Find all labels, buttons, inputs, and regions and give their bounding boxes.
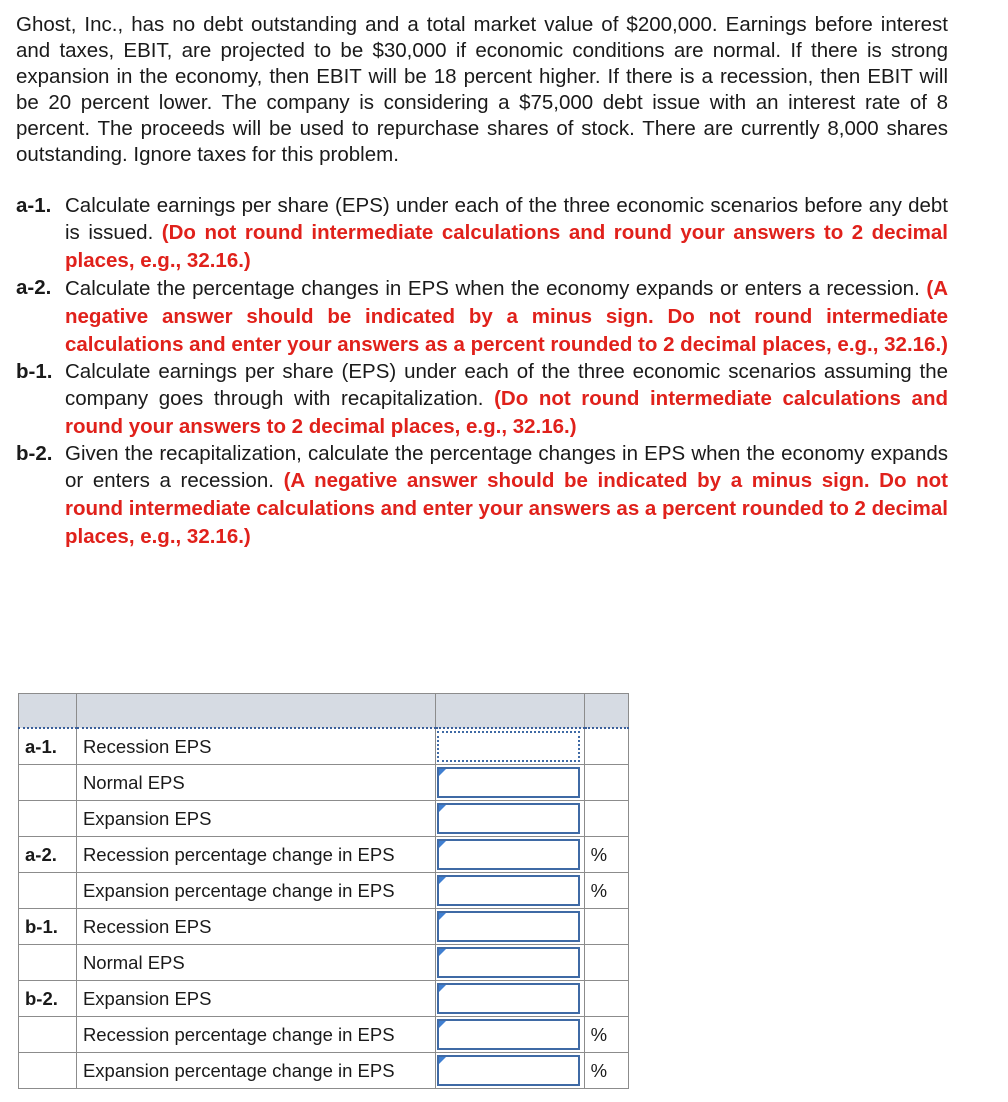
row-part-label: a-2. [19,837,77,873]
question-label: a-1. [16,194,52,217]
row-unit [584,801,628,837]
question-label: b-1. [16,360,53,383]
question-a2 [16,275,948,359]
table-row [19,837,629,873]
row-unit: % [584,1017,628,1053]
answer-input[interactable] [439,1021,578,1048]
row-part-label: b-1. [19,909,77,945]
answer-input[interactable] [439,769,578,796]
answer-input[interactable] [439,985,578,1012]
table-row [19,801,629,837]
row-part-label [19,873,77,909]
row-part-label [19,1053,77,1089]
row-label: Recession percentage change in EPS [76,1017,435,1053]
answer-table [18,693,629,1089]
problem-intro: Ghost, Inc., has no debt outstanding and a total market value of $200,000. Earnings before interest and taxes, EBIT, are projected to be $30,000 if economic conditions are normal. If there is strong expansion in the economy, then EBIT will be 18 percent higher. If there is a recession, then EBIT will be 20 percent lower. The company is considering a $75,000 debt issue with an interest rate of 8 percent. The proceeds will be used to repurchase shares of stock. There are currently 8,000 shares outstanding. Ignore taxes for this problem. [16,13,948,166]
row-label: Normal EPS [76,765,435,801]
answer-field-wrapper [437,803,580,834]
row-unit [584,728,628,765]
row-label: Recession EPS [76,909,435,945]
answer-input[interactable] [439,733,578,760]
table-row [19,1053,629,1089]
row-label: Normal EPS [76,945,435,981]
answer-field-wrapper [437,731,580,762]
question-text: Calculate earnings per share (EPS) under each of the three economic scenarios assuming the company goes through with recapitalization. [65,360,948,410]
answer-field-wrapper [437,875,580,906]
table-row [19,873,629,909]
row-unit: % [584,837,628,873]
question-text: Given the recapitalization, calculate the percentage changes in EPS when the economy expands or enters a recession. [65,442,948,492]
question-text: Calculate earnings per share (EPS) under each of the three economic scenarios before any debt is issued. [65,194,948,244]
row-label: Recession percentage change in EPS [76,837,435,873]
row-part-label [19,801,77,837]
question-b2 [16,441,948,551]
row-label: Recession EPS [76,728,435,765]
answer-input[interactable] [439,805,578,832]
row-part-label [19,945,77,981]
answer-field-wrapper [437,911,580,942]
row-label: Expansion percentage change in EPS [76,873,435,909]
answer-field-wrapper [437,1019,580,1050]
row-unit [584,765,628,801]
answer-input[interactable] [439,1057,578,1084]
row-unit [584,981,628,1017]
row-unit: % [584,1053,628,1089]
row-label: Expansion EPS [76,981,435,1017]
question-note: (Do not round intermediate calculations and round your answers to 2 decimal places, e.g., 32.16.) [65,387,949,438]
table-row [19,909,629,945]
table-row [19,981,629,1017]
answer-field-wrapper [437,947,580,978]
question-a1 [16,193,948,275]
answer-field-wrapper [437,1055,580,1086]
row-part-label: a-1. [19,728,77,765]
question-text: Calculate the percentage changes in EPS when the economy expands or enters a recession. [65,277,920,300]
question-note: (Do not round intermediate calculations and round your answers to 2 decimal places, e.g., 32.16.) [65,221,948,272]
question-note: (A negative answer should be indicated by a minus sign. Do not round intermediate calculations and enter your answers as a percent rounded to 2 decimal places, e.g., 32.16.) [65,469,949,548]
answer-field-wrapper [437,767,580,798]
row-part-label [19,765,77,801]
row-part-label [19,1017,77,1053]
table-row [19,728,629,765]
row-label: Expansion EPS [76,801,435,837]
row-label: Expansion percentage change in EPS [76,1053,435,1089]
table-row [19,1017,629,1053]
answer-input[interactable] [439,841,578,868]
question-b1 [16,359,948,441]
row-part-label: b-2. [19,981,77,1017]
table-header-row [19,694,629,729]
problem-text [16,12,948,551]
question-note: (A negative answer should be indicated by a minus sign. Do not round intermediate calculations and enter your answers as a percent rounded to 2 decimal places, e.g., 32.16.) [65,277,949,356]
answer-input[interactable] [439,877,578,904]
table-row [19,945,629,981]
answer-input[interactable] [439,949,578,976]
answer-field-wrapper [437,983,580,1014]
question-list [16,193,948,551]
answer-field-wrapper [437,839,580,870]
row-unit [584,945,628,981]
question-label: a-2. [16,276,52,299]
row-unit [584,909,628,945]
row-unit: % [584,873,628,909]
table-row [19,765,629,801]
question-label: b-2. [16,442,53,465]
answer-input[interactable] [439,913,578,940]
